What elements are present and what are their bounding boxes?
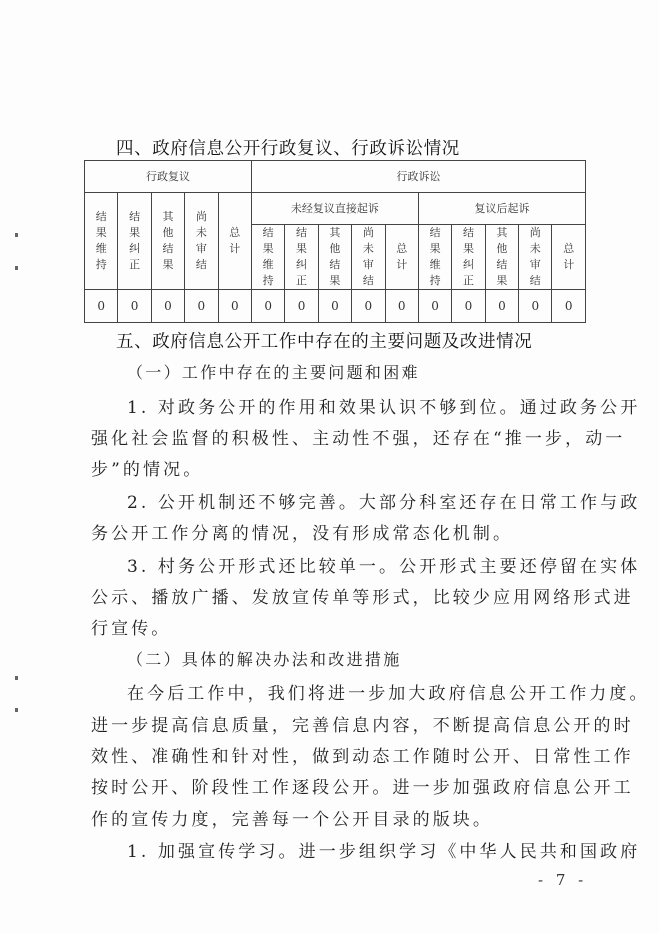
paragraph-line: 行宣传。 — [91, 619, 172, 639]
cell-value: 0 — [519, 290, 552, 323]
paragraph-line: 1. 对政务公开的作用和效果认识不够到位。通过政务公开 — [127, 398, 641, 418]
cell-value: 0 — [418, 290, 451, 323]
col-after-pending: 尚 未 审 结 — [519, 225, 552, 290]
review-litigation-table — [84, 160, 586, 323]
paragraph-line: 按时公开、阶段性工作逐段公开。进一步加强政府信息公开工 — [91, 778, 634, 798]
col-after-other: 其 他 结 果 — [485, 225, 518, 290]
col-after-total: 总 计 — [552, 225, 586, 290]
cell-value: 0 — [218, 290, 251, 323]
paragraph-line: 作的宣传力度，完善每一个公开目录的版块。 — [91, 810, 493, 830]
header-administrative-litigation: 行政诉讼 — [251, 161, 585, 193]
cell-value: 0 — [452, 290, 485, 323]
paragraph-line: 效性、准确性和针对性，做到动态工作随时公开、日常性工作 — [91, 747, 634, 767]
paragraph-line: 公示、播放广播、发放宣传单等形式，比较少应用网络形式进 — [91, 588, 634, 608]
cell-value: 0 — [485, 290, 518, 323]
header-direct-litigation: 未经复议直接起诉 — [251, 193, 418, 225]
paragraph-line: 进一步提高信息质量，完善信息内容，不断提高信息公开的时 — [91, 716, 634, 736]
cell-value: 0 — [285, 290, 318, 323]
binding-hole-mark — [15, 708, 18, 712]
col-review-total: 总 计 — [218, 193, 251, 290]
cell-value: 0 — [251, 290, 284, 323]
binding-hole-mark — [15, 233, 18, 237]
cell-value: 0 — [118, 290, 151, 323]
col-after-corrected: 结 果 纠 正 — [452, 225, 485, 290]
binding-hole-mark — [15, 266, 18, 270]
col-direct-other: 其 他 结 果 — [318, 225, 351, 290]
col-direct-corrected: 结 果 纠 正 — [285, 225, 318, 290]
binding-hole-mark — [15, 676, 18, 680]
section-4-heading: 四、政府信息公开行政复议、行政诉讼情况 — [116, 139, 460, 159]
header-administrative-review: 行政复议 — [85, 161, 252, 193]
col-direct-pending: 尚 未 审 结 — [352, 225, 385, 290]
header-litigation-after-review: 复议后起诉 — [418, 193, 585, 225]
col-direct-upheld: 结 果 维 持 — [251, 225, 284, 290]
paragraph-line: 步”的情况。 — [91, 460, 204, 480]
col-after-upheld: 结 果 维 持 — [418, 225, 451, 290]
cell-value: 0 — [352, 290, 385, 323]
paragraph-line: 1. 加强宣传学习。进一步组织学习《中华人民共和国政府 — [127, 842, 641, 862]
paragraph-line: 3. 村务公开形式还比较单一。公开形式主要还停留在实体 — [127, 557, 641, 577]
cell-value: 0 — [85, 290, 118, 323]
paragraph-line: 在今后工作中，我们将进一步加大政府信息公开工作力度。 — [127, 684, 650, 704]
paragraph-line: 2. 公开机制还不够完善。大部分科室还存在日常工作与政 — [127, 493, 641, 513]
col-review-other: 其 他 结 果 — [151, 193, 184, 290]
col-review-pending: 尚 未 审 结 — [185, 193, 218, 290]
paragraph-line: 强化社会监督的积极性、主动性不强，还存在“推一步，动一 — [91, 429, 626, 449]
col-direct-total: 总 计 — [385, 225, 418, 290]
paragraph-line: 务公开工作分离的情况，没有形成常态化机制。 — [91, 524, 514, 544]
col-review-corrected: 结 果 纠 正 — [118, 193, 151, 290]
subheading-problems: （一）工作中存在的主要问题和困难 — [127, 363, 420, 382]
cell-value: 0 — [385, 290, 418, 323]
subheading-solutions: （二）具体的解决办法和改进措施 — [127, 650, 402, 669]
col-review-upheld: 结 果 维 持 — [85, 193, 118, 290]
page-number: - 7 - — [538, 871, 588, 889]
cell-value: 0 — [151, 290, 184, 323]
section-5-heading: 五、政府信息公开工作中存在的主要问题及改进情况 — [116, 332, 533, 352]
cell-value: 0 — [185, 290, 218, 323]
cell-value: 0 — [318, 290, 351, 323]
cell-value: 0 — [552, 290, 586, 323]
